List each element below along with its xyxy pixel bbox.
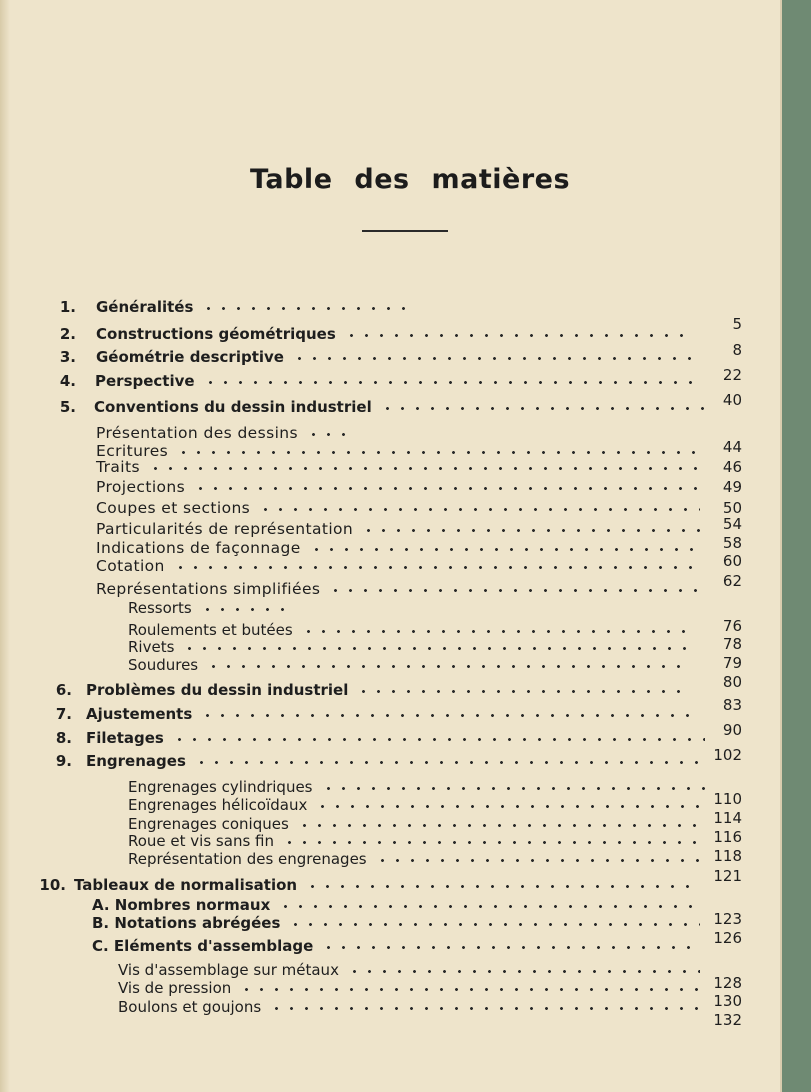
page-number: 58	[722, 534, 742, 552]
toc-entry-label: C. Eléments d'assemblage	[92, 937, 314, 955]
toc-entry-number: 3.	[59, 348, 76, 366]
leader-dots	[380, 407, 705, 410]
page-number: 49	[722, 478, 742, 496]
page-number: 121	[713, 867, 742, 885]
toc-entry-label: Tableaux de normalisation	[74, 876, 298, 894]
toc-entry	[0, 750, 782, 772]
toc-entry	[0, 848, 782, 870]
page-number: 123	[713, 910, 742, 928]
toc-entry-label: Ressorts	[128, 599, 192, 617]
toc-entry-label: Traits	[96, 458, 140, 476]
toc-entry	[0, 727, 782, 749]
leader-dots	[173, 566, 700, 569]
toc-entry-number: 2.	[59, 325, 76, 343]
toc-entry	[0, 346, 782, 368]
leader-dots	[375, 859, 700, 862]
toc-entry-number: 6.	[55, 681, 72, 699]
leader-dots	[278, 905, 700, 908]
leader-dots	[148, 467, 700, 470]
toc-entry-label: Engrenages	[86, 752, 186, 770]
toc-entry-label: Engrenages hélicoïdaux	[128, 796, 308, 814]
toc-entry-label: Constructions géométriques	[96, 325, 336, 343]
toc-entry-label: Roulements et butées	[128, 621, 293, 639]
leader-dots	[258, 508, 700, 511]
toc-entry-label: Indications de façonnage	[96, 539, 301, 557]
page-number: 90	[722, 721, 742, 739]
toc-entry-label: Engrenages cylindriques	[128, 778, 313, 796]
toc-entry-label: Géométrie descriptive	[96, 348, 284, 366]
toc-entry	[0, 874, 782, 896]
leader-dots	[172, 738, 705, 741]
page-number: 80	[722, 673, 742, 691]
leader-dots	[292, 357, 695, 360]
page-number: 8	[732, 341, 742, 359]
leader-dots	[282, 841, 700, 844]
page-number: 118	[713, 847, 742, 865]
toc-entry-number: 7.	[55, 705, 72, 723]
toc-entry	[0, 296, 782, 318]
toc-entry-label: Perspective	[95, 372, 195, 390]
page-number: 110	[713, 790, 742, 808]
toc-entry	[0, 654, 782, 676]
page-number: 50	[722, 499, 742, 517]
toc-entry-label: Problèmes du dessin industriel	[86, 681, 349, 699]
page-number: 102	[713, 746, 742, 764]
leader-dots	[269, 1007, 705, 1010]
leader-dots	[344, 334, 690, 337]
page-number: 126	[713, 929, 742, 947]
leader-dots	[239, 988, 700, 991]
page-number: 78	[722, 635, 742, 653]
toc-entry-label: B. Notations abrégées	[92, 914, 281, 932]
leader-dots	[321, 946, 700, 949]
toc-entry-label: Représentations simplifiées	[96, 580, 321, 598]
leader-dots	[301, 630, 690, 633]
leader-dots	[288, 923, 700, 926]
toc-entry	[0, 476, 782, 498]
leader-dots	[193, 487, 700, 490]
page-number: 83	[722, 696, 742, 714]
toc-entry-number: 1.	[59, 298, 76, 316]
toc-entry-label: Représentation des engrenages	[128, 850, 367, 868]
toc-entry-label: Conventions du dessin industriel	[94, 398, 372, 416]
toc-entry	[0, 935, 782, 957]
leader-dots	[206, 665, 690, 668]
leader-dots	[297, 824, 700, 827]
toc-entry-number: 9.	[55, 752, 72, 770]
toc-entry-label: Généralités	[96, 298, 194, 316]
page-number: 5	[732, 315, 742, 333]
toc-entry-label: Rivets	[128, 638, 175, 656]
page-title: Table des matières	[249, 164, 571, 195]
leader-dots	[182, 647, 690, 650]
page-number: 54	[722, 515, 742, 533]
leader-dots	[315, 805, 705, 808]
page-number: 116	[713, 828, 742, 846]
leader-dots	[306, 433, 350, 436]
toc-entry	[0, 912, 782, 934]
toc-entry-number: 4.	[59, 372, 76, 390]
toc-entry	[0, 456, 782, 478]
page-number: 132	[713, 1011, 742, 1029]
leader-dots	[201, 307, 410, 310]
toc-entry-label: Cotation	[96, 557, 165, 575]
toc-entry-label: Ecritures	[96, 442, 169, 460]
leader-dots	[305, 885, 700, 888]
leader-dots	[194, 761, 705, 764]
page-number: 40	[722, 391, 742, 409]
page-number: 60	[722, 552, 742, 570]
toc-entry-label: Filetages	[86, 729, 164, 747]
leader-dots	[200, 714, 700, 717]
toc-entry-label: A. Nombres normaux	[92, 896, 271, 914]
toc-entry-label: Roue et vis sans fin	[128, 832, 274, 850]
leader-dots	[321, 787, 706, 790]
toc-entry-number: 8.	[55, 729, 72, 747]
toc-entry	[0, 497, 782, 519]
page-number: 44	[722, 438, 742, 456]
leader-dots	[309, 548, 700, 551]
toc-entry-label: Engrenages coniques	[128, 815, 289, 833]
toc-entry-label: Vis de pression	[118, 979, 232, 997]
toc-entry	[0, 555, 782, 577]
toc-entry-label: Particularités de représentation	[96, 520, 354, 538]
toc-entry-label: Vis d'assemblage sur métaux	[118, 961, 339, 979]
leader-dots	[347, 970, 700, 973]
toc-entry	[0, 370, 782, 392]
leader-dots	[361, 529, 700, 532]
toc-entry-label: Coupes et sections	[96, 499, 251, 517]
toc-entry	[0, 597, 782, 619]
toc-entry-label: Soudures	[128, 656, 199, 674]
leader-dots	[200, 608, 296, 611]
toc-entry	[0, 703, 782, 725]
leader-dots	[328, 589, 700, 592]
leader-dots	[356, 690, 690, 693]
toc-entry	[0, 323, 782, 345]
page-number: 128	[713, 974, 742, 992]
toc-entry	[0, 396, 782, 418]
toc-entry-label: Ajustements	[86, 705, 193, 723]
toc-entry-number: 5.	[59, 398, 76, 416]
page-number: 62	[722, 572, 742, 590]
toc-entry	[0, 996, 782, 1018]
page-number: 114	[713, 809, 742, 827]
toc-entry	[0, 679, 782, 701]
page-number: 46	[722, 458, 742, 476]
leader-dots	[176, 451, 700, 454]
toc-entry-number: 10.	[39, 876, 66, 894]
page-number: 130	[713, 992, 742, 1010]
toc-entry-label: Projections	[96, 478, 186, 496]
leader-dots	[203, 381, 700, 384]
toc-entry-label: Boulons et goujons	[118, 998, 262, 1016]
page-number: 76	[722, 617, 742, 635]
page-number: 79	[722, 654, 742, 672]
page-number: 22	[722, 366, 742, 384]
toc-entry-label: Présentation des dessins	[96, 424, 298, 442]
